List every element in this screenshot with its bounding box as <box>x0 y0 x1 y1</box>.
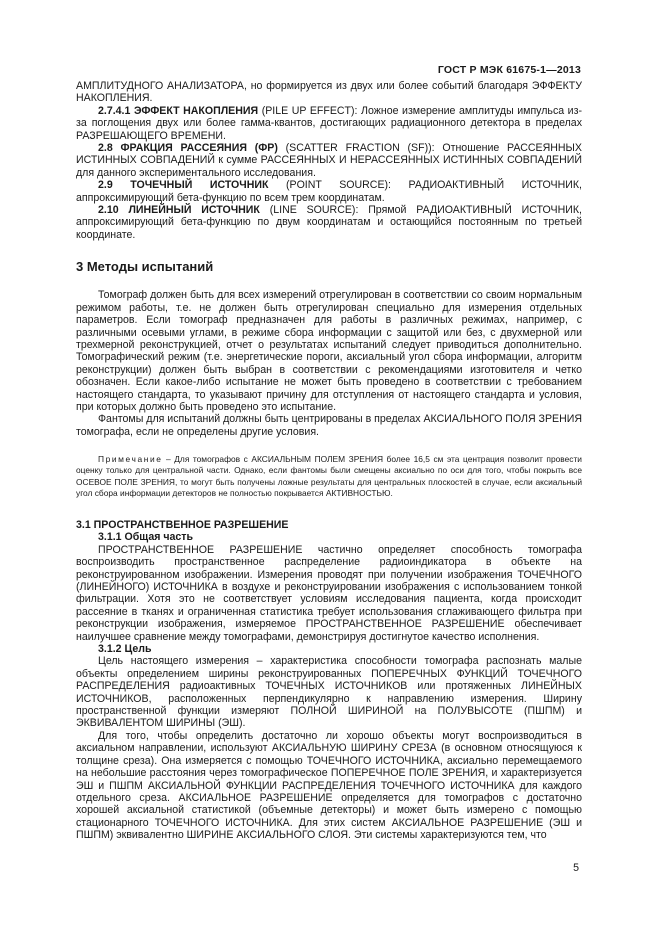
note-label: Примечание <box>98 454 163 465</box>
term-number: 2.8 <box>98 142 113 155</box>
term-name: ЛИНЕЙНЫЙ ИСТОЧНИК <box>128 204 260 217</box>
term-name: ТОЧЕЧНЫЙ ИСТОЧНИК <box>130 179 269 192</box>
term-definition: (SCATTER FRACTION (SF)): Отношение РАССЕЯННЫХ ИСТИННЫХ СОВПАДЕНИЙ к сумме РАССЕЯННЫХ И НЕРАССЕЯННЫХ ИСТИННЫХ СОВПАДЕНИЙ для данного экспериментального исследования. <box>76 142 582 179</box>
page-number: 5 <box>573 862 579 874</box>
section-3-1-2-heading: 3.1.2 Цель <box>98 643 152 656</box>
section-3-heading: 3 Методы испытаний <box>76 259 214 275</box>
note-paragraph <box>76 454 582 499</box>
section-3-1-2-paragraph-1: Цель настоящего измерения – характеристика способности томографа распознать малые объекты определением ширины реконструированных ПОПЕРЕЧНЫХ ФУНКЦИЙ ТОЧЕЧНОГО РАСПРЕДЕЛЕНИЯ радиоактивных ТОЧЕЧНЫХ ИСТОЧНИКОВ или протяженных ЛИНЕЙНЫХ ИСТОЧНИКОВ, расположенных перпендикулярно к направлению измерения. Ширину пространственной функции измеряют ПОЛНОЙ ШИРИНОЙ на ПОЛУВЫСОТЕ (ПШПМ) и ЭКВИВАЛЕНТОМ ШИРИНЫ (ЭШ). <box>76 655 582 730</box>
section-3-1-1-paragraph: ПРОСТРАНСТВЕННОЕ РАЗРЕШЕНИЕ частично определяет способность томографа воспроизводить пространственное распределение радиоиндикатора в объекте на реконструированном изображении. Измерения проводят при получении изображения ТОЧЕЧНОГО (ЛИНЕЙНОГО) ИСТОЧНИКА в воздухе и реконструировании изображения с использованием тонкой фильтрации. Хотя это не соответствует условиям исследования пациента, когда происходит рассеяние в тканях и ограниченная статистика требует использования сглаживающего фильтра при реконструкции изображения, измеряемое ПРОСТРАНСТВЕННОЕ РАЗРЕШЕНИЕ обеспечивает наилучшее сравнение между томографами, демонстрируя достигнутое качество исполнения. <box>76 543 582 643</box>
section-3-1-heading: 3.1 ПРОСТРАНСТВЕННОЕ РАЗРЕШЕНИЕ <box>76 518 289 531</box>
page-content <box>76 80 582 842</box>
standard-code-header: ГОСТ Р МЭК 61675-1—2013 <box>437 64 581 76</box>
term-name: ФРАКЦИЯ РАССЕЯНИЯ (ФР) <box>120 142 278 155</box>
continued-paragraph: АМПЛИТУДНОГО АНАЛИЗАТОРА, но формируется из двух или более событий благодаря ЭФФЕКТУ НАКОПЛЕНИЯ. <box>76 80 582 105</box>
term-number: 2.10 <box>98 204 119 217</box>
section-3-paragraph-1: Томограф должен быть для всех измерений отрегулирован в соответствии со своим нормальным режимом работы, т.е. не должен быть отрегулирован специально для измерения отдельных параметров. Если томограф предназначен для работы в различных режимах, например, с различными осевыми углами, в режиме сбора информации с защитой или без, с двухмерной или трехмерной реконструкцией, отчет о результатах испытаний следует приводиться дополнительно. Томографический режим (т.е. энергетические пороги, аксиальный угол сбора информации, алгоритм реконструкции) должен быть выбран в соответствии с рекомендациями изготовителя и четко обозначен. Если какое-либо испытание не может быть проведено в соответствии с требованием настоящего стандарта, то указывают причину для отступления от настоящего стандарта и условия, при которых должно быть проведено это испытание. <box>76 289 582 413</box>
section-3-1-2-paragraph-2: Для того, чтобы определить достаточно ли хорошо объекты могут воспроизводиться в аксиальном направлении, используют АКСИАЛЬНУЮ ШИРИНУ СРЕЗА (в основном относящуюся к толщине среза). Она измеряется с помощью ТОЧЕЧНОГО ИСТОЧНИКА, аксиально перемещаемого на небольшие расстояния через томографическое ПОПЕРЕЧНОЕ ПОЛЕ ЗРЕНИЯ, и характеризуется ЭШ и ПШПМ АКСИАЛЬНОЙ ФУНКЦИИ РАСПРЕДЕЛЕНИЯ ТОЧЕЧНОГО ИСТОЧНИКА для каждого отдельного среза. АКСИАЛЬНОЕ РАЗРЕШЕНИЕ определяется для томографов с достаточно хорошей аксиальной статистикой (объемные детекторы) и может быть измерено с помощью стационарного ТОЧЕЧНОГО ИСТОЧНИКА. Для этих систем АКСИАЛЬНОЕ РАЗРЕШЕНИЕ (ЭШ и ПШПМ) эквивалентно ШИРИНЕ АКСИАЛЬНОГО СЛОЯ. Эти системы характеризуются тем, что <box>76 729 582 842</box>
term-number: 2.7.4.1 <box>98 104 131 117</box>
section-3-paragraph-2: Фантомы для испытаний должны быть центрированы в пределах АКСИАЛЬНОГО ПОЛЯ ЗРЕНИЯ томографа, если не определены другие условия. <box>76 413 583 438</box>
term-2-9 <box>76 179 582 204</box>
term-name: ЭФФЕКТ НАКОПЛЕНИЯ <box>133 104 259 117</box>
note-text: – Для томографов с АКСИАЛЬНЫМ ПОЛЕМ ЗРЕНИЯ более 16,5 см эта центрация позволит провести оценку только для центральной части. Однако, если фантомы были смещены аксиально по оси для того, чтобы покрыть все ОСЕВОЕ ПОЛЕ ЗРЕНИЯ, то могут быть получены ложные результаты для центральных плоскостей в случае, если аксиальный угол сбора информации детекторов не полностью покрывается АКТИВНОСТЬЮ. <box>76 454 582 498</box>
term-2-10 <box>76 204 582 241</box>
term-number: 2.9 <box>98 179 113 192</box>
term-definition: (POINT SOURCE): РАДИОАКТИВНЫЙ ИСТОЧНИК, аппроксимирующий бета-функцию по всем трем координатам. <box>76 179 582 204</box>
term-2-8 <box>76 142 582 179</box>
term-2-7-4-1 <box>76 105 582 142</box>
section-3-1-1-heading: 3.1.1 Общая часть <box>98 531 194 544</box>
term-definition: (LINE SOURCE): Прямой РАДИОАКТИВНЫЙ ИСТОЧНИК, аппроксимирующий бета-функцию по двум координатам и остающийся постоянным по третьей координате. <box>76 204 582 241</box>
term-definition: (PILE UP EFFECT): Ложное измерение амплитуды импульса из-за поглощения двух или более гамма-квантов, достигающих радиационного детектора в пределах РАЗРЕШАЮЩЕГО ВРЕМЕНИ. <box>76 104 582 142</box>
